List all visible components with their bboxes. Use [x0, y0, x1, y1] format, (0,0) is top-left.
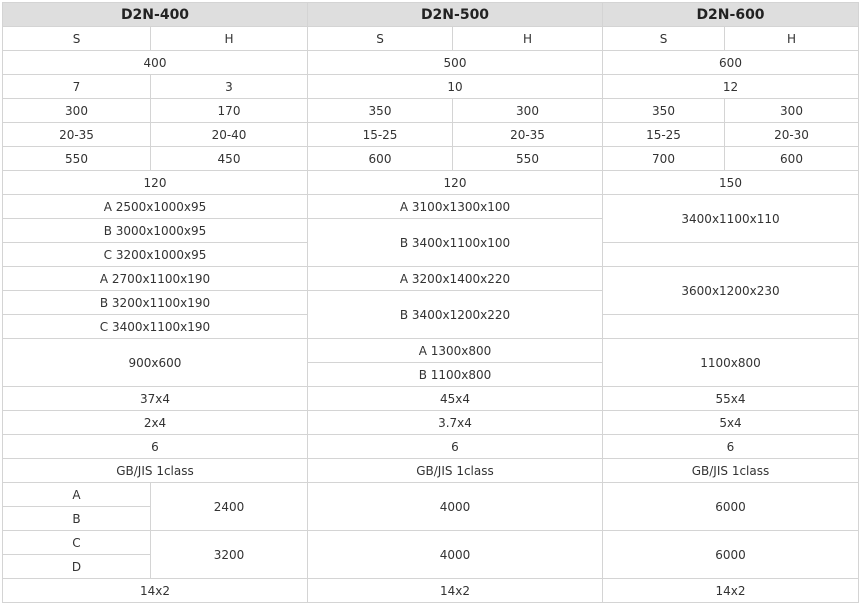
table-row	[3, 435, 859, 459]
table-cell: A 1300x800	[308, 339, 603, 363]
table-cell: 300	[453, 99, 603, 123]
table-cell: A 3200x1400x220	[308, 267, 603, 291]
table-cell: 500	[308, 51, 603, 75]
table-cell: B 3200x1100x190	[3, 291, 308, 315]
table-cell: 600	[308, 147, 453, 171]
table-cell: B	[3, 507, 151, 531]
empty-cell	[603, 243, 859, 267]
table-cell: 5x4	[603, 411, 859, 435]
table-cell: 300	[3, 99, 151, 123]
table-cell: 55x4	[603, 387, 859, 411]
s-label: S	[3, 27, 151, 51]
table-row	[3, 195, 859, 219]
table-cell: 20-35	[453, 123, 603, 147]
table-row	[3, 483, 859, 507]
table-cell: 600	[603, 51, 859, 75]
table-cell: 550	[3, 147, 151, 171]
table-row	[3, 339, 859, 363]
table-cell: 15-25	[308, 123, 453, 147]
table-cell: 150	[603, 171, 859, 195]
table-cell: D	[3, 555, 151, 579]
table-cell: 3400x1100x110	[603, 195, 859, 243]
table-cell: 550	[453, 147, 603, 171]
model-d2n-500-header: D2N-500	[308, 3, 603, 27]
table-cell: 3	[151, 75, 308, 99]
table-cell: 10	[308, 75, 603, 99]
model-d2n-400-header: D2N-400	[3, 3, 308, 27]
table-cell: 1100x800	[603, 339, 859, 387]
table-cell: 7	[3, 75, 151, 99]
table-cell: 6	[603, 435, 859, 459]
table-cell: 15-25	[603, 123, 725, 147]
table-cell: 900x600	[3, 339, 308, 387]
table-cell: C 3400x1100x190	[3, 315, 308, 339]
table-cell: A 2500x1000x95	[3, 195, 308, 219]
table-cell: 6000	[603, 531, 859, 579]
table-cell: 12	[603, 75, 859, 99]
table-cell: C	[3, 531, 151, 555]
table-cell: 3200	[151, 531, 308, 579]
table-cell: 3.7x4	[308, 411, 603, 435]
table-cell: 120	[3, 171, 308, 195]
table-cell: 350	[603, 99, 725, 123]
table-cell: 20-30	[725, 123, 859, 147]
table-cell: 20-35	[3, 123, 151, 147]
table-row	[3, 579, 859, 603]
table-cell: 6	[308, 435, 603, 459]
table-cell: 600	[725, 147, 859, 171]
header-row	[3, 3, 859, 27]
table-cell: 20-40	[151, 123, 308, 147]
h-label: H	[151, 27, 308, 51]
table-cell: 4000	[308, 483, 603, 531]
table-cell: 37x4	[3, 387, 308, 411]
table-row	[3, 411, 859, 435]
table-cell: GB/JIS 1class	[308, 459, 603, 483]
table-cell: B 1100x800	[308, 363, 603, 387]
table-cell: GB/JIS 1class	[3, 459, 308, 483]
table-cell: 120	[308, 171, 603, 195]
table-cell: 400	[3, 51, 308, 75]
table-cell: 6000	[603, 483, 859, 531]
model-d2n-600-header: D2N-600	[603, 3, 859, 27]
s-label: S	[603, 27, 725, 51]
table-row	[3, 459, 859, 483]
capacity-row	[3, 51, 859, 75]
table-cell: 170	[151, 99, 308, 123]
table-cell: A 2700x1100x190	[3, 267, 308, 291]
table-cell: 2x4	[3, 411, 308, 435]
table-row	[3, 267, 859, 291]
empty-cell	[603, 315, 859, 339]
table-row	[3, 531, 859, 555]
table-cell: A	[3, 483, 151, 507]
table-cell: 700	[603, 147, 725, 171]
table-cell: 14x2	[603, 579, 859, 603]
h-label: H	[725, 27, 859, 51]
table-cell: 6	[3, 435, 308, 459]
table-cell: GB/JIS 1class	[603, 459, 859, 483]
table-row	[3, 387, 859, 411]
table-cell: 14x2	[3, 579, 308, 603]
table-cell: A 3100x1300x100	[308, 195, 603, 219]
table-cell: 350	[308, 99, 453, 123]
table-cell: 14x2	[308, 579, 603, 603]
table-cell: B 3400x1200x220	[308, 291, 603, 339]
table-cell: 45x4	[308, 387, 603, 411]
table-row	[3, 147, 859, 171]
table-cell: 4000	[308, 531, 603, 579]
table-row	[3, 99, 859, 123]
table-cell: B 3000x1000x95	[3, 219, 308, 243]
table-cell: 450	[151, 147, 308, 171]
sh-row	[3, 27, 859, 51]
table-cell: C 3200x1000x95	[3, 243, 308, 267]
spec-table	[2, 2, 859, 603]
table-row	[3, 171, 859, 195]
table-cell: B 3400x1100x100	[308, 219, 603, 267]
table-cell: 2400	[151, 483, 308, 531]
table-cell: 300	[725, 99, 859, 123]
s-label: S	[308, 27, 453, 51]
table-row	[3, 123, 859, 147]
h-label: H	[453, 27, 603, 51]
table-cell: 3600x1200x230	[603, 267, 859, 315]
table-row	[3, 75, 859, 99]
